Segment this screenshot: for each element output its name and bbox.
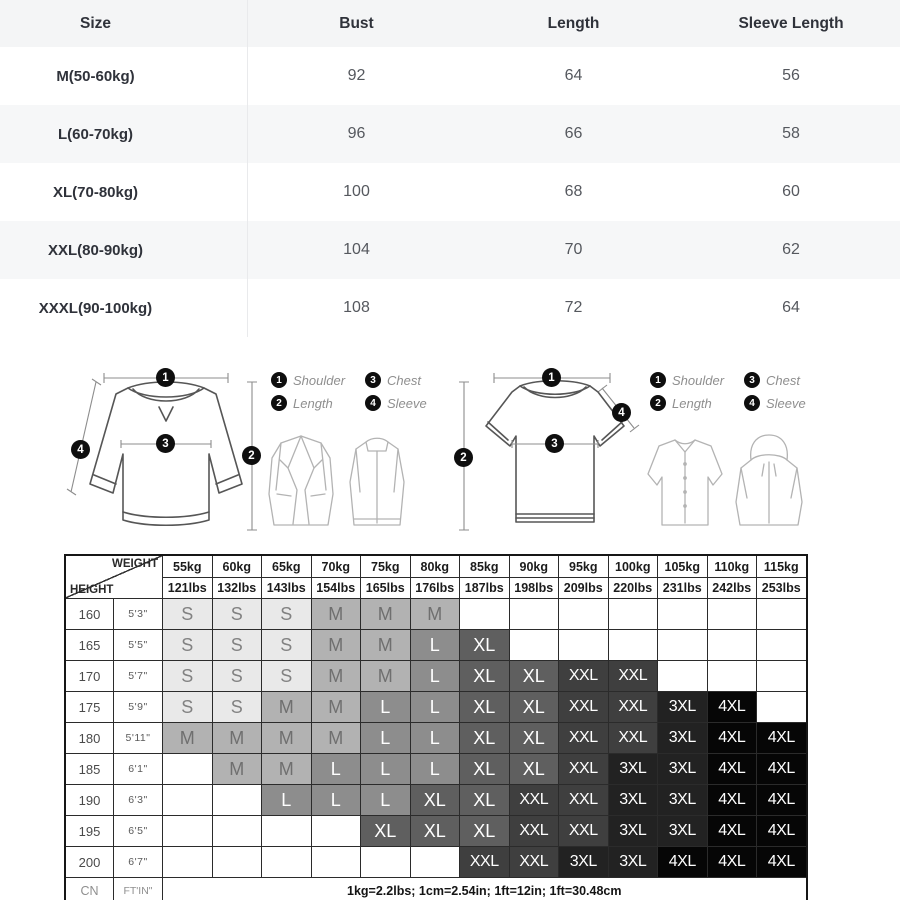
blank-cell [163, 785, 213, 816]
legend-label: Chest [387, 372, 421, 388]
size-cell: 3XL [608, 816, 658, 847]
size-cell: L [361, 723, 411, 754]
legend-item [650, 395, 738, 411]
size-cell: S [212, 661, 262, 692]
size-cell: M [212, 723, 262, 754]
matrix-header-kg-row [65, 555, 807, 578]
size-cell: L [410, 723, 460, 754]
blank-cell [311, 847, 361, 878]
size-cell: XL [509, 754, 559, 785]
size-cell-value: 104 [343, 241, 370, 258]
blank-cell [707, 599, 757, 630]
height-cm-cell: 180 [65, 723, 114, 754]
blank-cell [559, 630, 609, 661]
size-cell: 4XL [707, 754, 757, 785]
size-cell-value: 68 [564, 183, 583, 200]
size-cell: XXL [509, 847, 559, 878]
size-cell: XL [509, 661, 559, 692]
size-table-row [0, 221, 900, 279]
size-cell-value: 96 [347, 125, 366, 142]
legend-item [271, 395, 359, 411]
size-cell: S [262, 599, 312, 630]
size-cell-value: 92 [347, 67, 366, 84]
blank-cell [262, 847, 312, 878]
size-cell: L [410, 630, 460, 661]
height-ftin-cell: 5'11" [114, 723, 163, 754]
size-row-label: M(50-60kg) [0, 47, 248, 105]
matrix-corner-cell [65, 555, 163, 599]
blank-cell [212, 816, 262, 847]
blank-cell [163, 847, 213, 878]
marker-shoulder: 1 [156, 368, 175, 387]
size-cell: XL [460, 661, 510, 692]
size-cell: 4XL [707, 847, 757, 878]
weight-lbs-header-cell: 176lbs [410, 578, 460, 599]
matrix-data-row [65, 692, 807, 723]
legend-label: Shoulder [672, 372, 725, 388]
legend-item [365, 395, 427, 411]
corner-weight-label: WEIGHT [112, 558, 158, 570]
matrix-data-row [65, 847, 807, 878]
size-cell: 4XL [707, 723, 757, 754]
legend-number-badge: 2 [271, 395, 287, 411]
weight-kg-header-cell: 65kg [262, 555, 312, 578]
size-cell-value: 100 [343, 183, 370, 200]
conversion-note: 1kg=2.2lbs; 1cm=2.54in; 1ft=12in; 1ft=30.48cm [163, 878, 807, 900]
zip-jacket-icon [342, 432, 412, 532]
legend-number-badge: 1 [271, 372, 287, 388]
size-cell: XXL [559, 723, 609, 754]
weight-lbs-header-cell: 143lbs [262, 578, 312, 599]
mini-garments [644, 432, 806, 532]
blank-cell [460, 599, 510, 630]
legend-label: Sleeve [387, 395, 427, 411]
weight-lbs-header-cell: 132lbs [212, 578, 262, 599]
legend-number-badge: 3 [365, 372, 381, 388]
weight-lbs-header-cell: 242lbs [707, 578, 757, 599]
marker-chest: 3 [545, 434, 564, 453]
legend-label: Length [293, 395, 333, 411]
size-table-row [0, 163, 900, 221]
weight-lbs-header-cell: 253lbs [757, 578, 807, 599]
size-cell: S [163, 599, 213, 630]
size-cell: XL [410, 816, 460, 847]
blank-cell [757, 661, 807, 692]
weight-kg-header-cell: 60kg [212, 555, 262, 578]
size-table-column-header: Sleeve Length [738, 14, 844, 32]
size-table-header-row [0, 0, 900, 47]
height-ftin-cell: 5'7" [114, 661, 163, 692]
legend-item [365, 372, 427, 388]
size-cell: XL [509, 692, 559, 723]
marker-sleeve: 4 [71, 440, 90, 459]
blank-cell [757, 599, 807, 630]
blank-cell [707, 630, 757, 661]
matrix-data-row [65, 630, 807, 661]
size-cell-value: 58 [782, 125, 800, 142]
size-cell: L [311, 754, 361, 785]
size-table-column-header: Bust [339, 14, 374, 32]
blank-cell [658, 599, 708, 630]
size-cell: L [410, 692, 460, 723]
size-table-column-header: Length [547, 14, 600, 32]
weight-lbs-header-cell: 209lbs [559, 578, 609, 599]
size-table-body [0, 47, 900, 337]
unit-ftin-cell: FT'IN" [114, 878, 163, 900]
size-cell: XL [410, 785, 460, 816]
size-cell-value: 108 [343, 299, 370, 316]
size-cell: L [410, 661, 460, 692]
size-table-row [0, 279, 900, 337]
height-ftin-cell: 6'3" [114, 785, 163, 816]
size-chart-table [0, 0, 900, 337]
matrix-header-lbs-row [65, 578, 807, 599]
fit-matrix-body [65, 555, 807, 900]
size-row-label: L(60-70kg) [0, 105, 248, 163]
blank-cell [658, 630, 708, 661]
weight-lbs-header-cell: 231lbs [658, 578, 708, 599]
legend-item [744, 372, 806, 388]
size-cell: XL [460, 816, 510, 847]
measurement-diagram-section [0, 360, 900, 555]
size-cell: 3XL [658, 692, 708, 723]
legend-number-badge: 2 [650, 395, 666, 411]
hoodie-icon [732, 432, 806, 532]
size-cell: M [311, 692, 361, 723]
size-cell: XXL [608, 661, 658, 692]
mini-garments [266, 432, 412, 532]
blank-cell [608, 630, 658, 661]
height-ftin-cell: 5'3" [114, 599, 163, 630]
size-cell: 4XL [707, 785, 757, 816]
weight-lbs-header-cell: 121lbs [163, 578, 213, 599]
blank-cell [509, 630, 559, 661]
size-cell: M [311, 630, 361, 661]
legend-label: Shoulder [293, 372, 346, 388]
blank-cell [608, 599, 658, 630]
marker-chest: 3 [156, 434, 175, 453]
size-cell: M [262, 723, 312, 754]
weight-kg-header-cell: 110kg [707, 555, 757, 578]
size-cell: L [262, 785, 312, 816]
legend-item [271, 372, 359, 388]
size-row-label: XL(70-80kg) [0, 163, 248, 221]
size-cell: M [311, 599, 361, 630]
size-cell: L [361, 754, 411, 785]
size-cell: 4XL [757, 847, 807, 878]
matrix-data-row [65, 785, 807, 816]
size-cell: M [163, 723, 213, 754]
matrix-data-row [65, 723, 807, 754]
size-cell: M [361, 661, 411, 692]
weight-kg-header-cell: 95kg [559, 555, 609, 578]
measure-legend [271, 372, 427, 411]
size-cell: S [163, 661, 213, 692]
size-cell: XXL [559, 785, 609, 816]
weight-kg-header-cell: 105kg [658, 555, 708, 578]
size-cell: XL [460, 723, 510, 754]
size-cell: 4XL [707, 692, 757, 723]
weight-lbs-header-cell: 220lbs [608, 578, 658, 599]
size-cell: 3XL [658, 785, 708, 816]
size-cell: XL [460, 692, 510, 723]
blank-cell [707, 661, 757, 692]
size-cell: L [361, 785, 411, 816]
size-cell-value: 62 [782, 241, 800, 258]
height-ftin-cell: 6'1" [114, 754, 163, 785]
button-shirt-icon [644, 432, 726, 532]
size-cell: L [311, 785, 361, 816]
size-cell: XXL [559, 816, 609, 847]
weight-kg-header-cell: 100kg [608, 555, 658, 578]
weight-lbs-header-cell: 198lbs [509, 578, 559, 599]
blank-cell [658, 661, 708, 692]
size-cell: M [361, 630, 411, 661]
size-cell: M [212, 754, 262, 785]
matrix-data-row [65, 754, 807, 785]
height-cm-cell: 195 [65, 816, 114, 847]
diagram-group-short-sleeve [452, 360, 812, 555]
size-cell: XL [509, 723, 559, 754]
height-cm-cell: 175 [65, 692, 114, 723]
legend-number-badge: 4 [365, 395, 381, 411]
size-cell: L [410, 754, 460, 785]
size-cell: S [212, 630, 262, 661]
corner-height-label: HEIGHT [70, 584, 114, 596]
height-weight-matrix-section [64, 554, 808, 900]
legend-item [744, 395, 806, 411]
size-cell: XL [460, 785, 510, 816]
legend-item [650, 372, 738, 388]
size-cell: XXL [559, 692, 609, 723]
size-cell: L [361, 692, 411, 723]
size-cell: XL [460, 630, 510, 661]
size-cell: S [163, 630, 213, 661]
size-table-column-header: Size [0, 0, 248, 47]
size-cell: M [311, 661, 361, 692]
size-cell: S [163, 692, 213, 723]
blank-cell [212, 785, 262, 816]
legend-number-badge: 4 [744, 395, 760, 411]
size-cell: XXL [509, 785, 559, 816]
fit-matrix-table [64, 554, 808, 900]
marker-sleeve: 4 [612, 403, 631, 422]
weight-kg-header-cell: 55kg [163, 555, 213, 578]
size-cell: M [262, 754, 312, 785]
size-cell: 4XL [757, 754, 807, 785]
size-cell: XL [460, 754, 510, 785]
size-cell: M [410, 599, 460, 630]
matrix-data-row [65, 599, 807, 630]
blank-cell [509, 599, 559, 630]
blank-cell [262, 816, 312, 847]
size-cell: 3XL [608, 847, 658, 878]
legend-label: Length [672, 395, 712, 411]
height-ftin-cell: 6'5" [114, 816, 163, 847]
size-cell-value: 64 [564, 67, 583, 84]
height-cm-cell: 165 [65, 630, 114, 661]
height-ftin-cell: 5'9" [114, 692, 163, 723]
legend-number-badge: 3 [744, 372, 760, 388]
size-row-label: XXXL(90-100kg) [0, 279, 248, 337]
blank-cell [757, 692, 807, 723]
blank-cell [212, 847, 262, 878]
matrix-footer-row [65, 878, 807, 900]
size-cell: XL [361, 816, 411, 847]
size-cell: 4XL [707, 816, 757, 847]
blank-cell [559, 599, 609, 630]
size-cell: M [262, 692, 312, 723]
size-cell: XXL [559, 754, 609, 785]
size-cell: 3XL [559, 847, 609, 878]
weight-kg-header-cell: 70kg [311, 555, 361, 578]
height-cm-cell: 185 [65, 754, 114, 785]
blazer-icon [266, 432, 336, 532]
weight-kg-header-cell: 80kg [410, 555, 460, 578]
weight-lbs-header-cell: 154lbs [311, 578, 361, 599]
size-cell-value: 60 [782, 183, 800, 200]
legend-label: Sleeve [766, 395, 806, 411]
size-cell: S [262, 661, 312, 692]
size-cell: XXL [608, 723, 658, 754]
size-cell: S [262, 630, 312, 661]
weight-lbs-header-cell: 165lbs [361, 578, 411, 599]
weight-kg-header-cell: 75kg [361, 555, 411, 578]
blank-cell [410, 847, 460, 878]
size-cell: 3XL [608, 785, 658, 816]
weight-kg-header-cell: 90kg [509, 555, 559, 578]
size-cell-value: 70 [564, 241, 583, 258]
size-cell: 3XL [658, 816, 708, 847]
size-cell: 4XL [757, 785, 807, 816]
height-cm-cell: 160 [65, 599, 114, 630]
legend-label: Chest [766, 372, 800, 388]
size-cell: XXL [460, 847, 510, 878]
size-cell: M [311, 723, 361, 754]
blank-cell [757, 630, 807, 661]
blank-cell [361, 847, 411, 878]
height-cm-cell: 200 [65, 847, 114, 878]
matrix-data-row [65, 816, 807, 847]
height-cm-cell: 170 [65, 661, 114, 692]
size-cell: XXL [608, 692, 658, 723]
legend-number-badge: 1 [650, 372, 666, 388]
size-cell: 4XL [757, 723, 807, 754]
blank-cell [311, 816, 361, 847]
size-cell: 4XL [658, 847, 708, 878]
weight-kg-header-cell: 115kg [757, 555, 807, 578]
short-sleeve-garment-diagram [452, 366, 642, 538]
size-cell: XXL [559, 661, 609, 692]
unit-cn-cell: CN [65, 878, 114, 900]
size-cell-value: 72 [564, 299, 583, 316]
size-row-label: XXL(80-90kg) [0, 221, 248, 279]
size-cell: M [361, 599, 411, 630]
marker-length: 2 [454, 448, 473, 467]
height-ftin-cell: 6'7" [114, 847, 163, 878]
size-cell: 3XL [608, 754, 658, 785]
blank-cell [163, 816, 213, 847]
size-cell: 3XL [658, 754, 708, 785]
height-cm-cell: 190 [65, 785, 114, 816]
diagram-group-long-sleeve [66, 360, 427, 555]
size-cell: 4XL [757, 816, 807, 847]
matrix-data-row [65, 661, 807, 692]
height-ftin-cell: 5'5" [114, 630, 163, 661]
blank-cell [163, 754, 213, 785]
weight-lbs-header-cell: 187lbs [460, 578, 510, 599]
size-cell: 3XL [658, 723, 708, 754]
size-table-row [0, 105, 900, 163]
marker-length: 2 [242, 446, 261, 465]
size-cell-value: 56 [782, 67, 800, 84]
marker-shoulder: 1 [542, 368, 561, 387]
measure-legend [650, 372, 806, 411]
size-cell-value: 66 [564, 125, 583, 142]
size-cell: XXL [509, 816, 559, 847]
size-cell: S [212, 599, 262, 630]
size-cell-value: 64 [782, 299, 800, 316]
size-table-row [0, 47, 900, 105]
size-cell: S [212, 692, 262, 723]
weight-kg-header-cell: 85kg [460, 555, 510, 578]
